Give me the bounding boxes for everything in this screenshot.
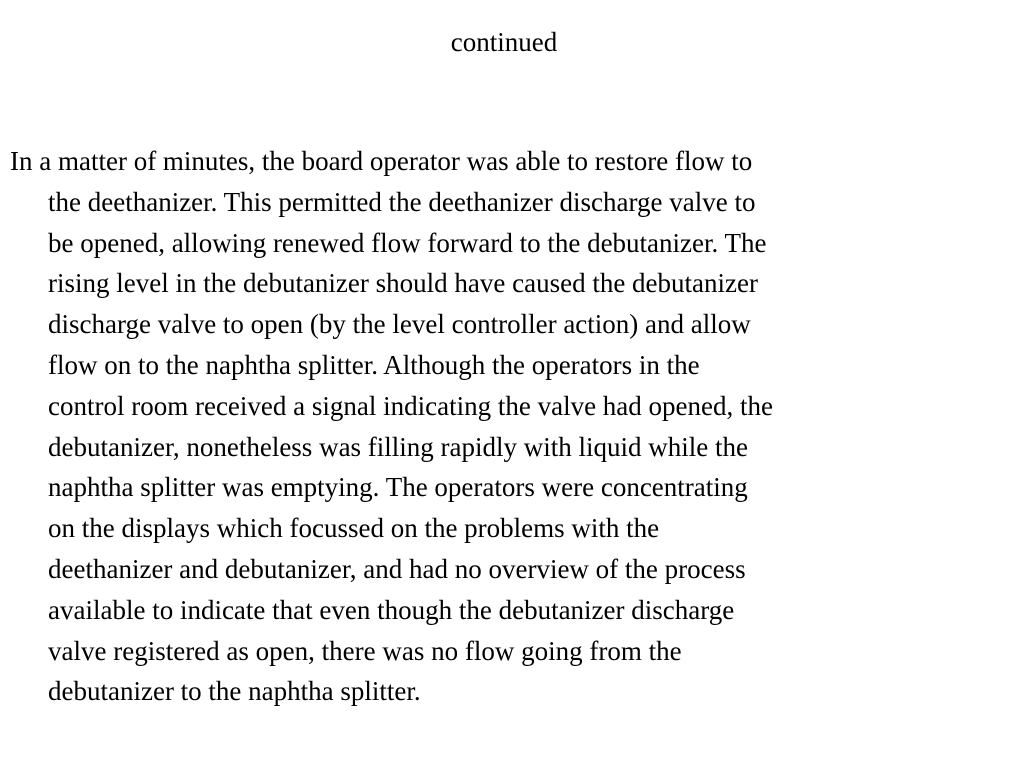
paragraph-line: rising level in the debutanizer should have caused the debutanizer [48, 268, 758, 299]
paragraph-line: available to indicate that even though the debutanizer discharge [48, 594, 735, 625]
paragraph-line: valve registered as open, there was no flow going from the [48, 635, 682, 666]
paragraph-line: discharge valve to open (by the level controller action) and allow [48, 309, 751, 340]
paragraph-line: flow on to the naphtha splitter. Although the operators in the [48, 349, 700, 380]
body-paragraph [10, 141, 1000, 712]
paragraph-line: deethanizer and debutanizer, and had no overview of the process [48, 553, 746, 584]
paragraph-line: debutanizer to the naphtha splitter. [48, 676, 421, 707]
paragraph-line: debutanizer, nonetheless was filling rapidly with liquid while the [48, 431, 749, 462]
paragraph-line: the deethanizer. This permitted the deethanizer discharge valve to [48, 186, 756, 217]
paragraph-line: control room received a signal indicating the valve had opened, the [48, 390, 773, 421]
slide-title: continued [450, 27, 558, 57]
paragraph-line: In a matter of minutes, the board operator was able to restore flow to [10, 146, 753, 176]
paragraph-line: be opened, allowing renewed flow forward to the debutanizer. The [48, 227, 767, 258]
paragraph-line: naphtha splitter was emptying. The operators were concentrating [48, 472, 748, 503]
paragraph-line: on the displays which focussed on the problems with the [48, 513, 660, 544]
